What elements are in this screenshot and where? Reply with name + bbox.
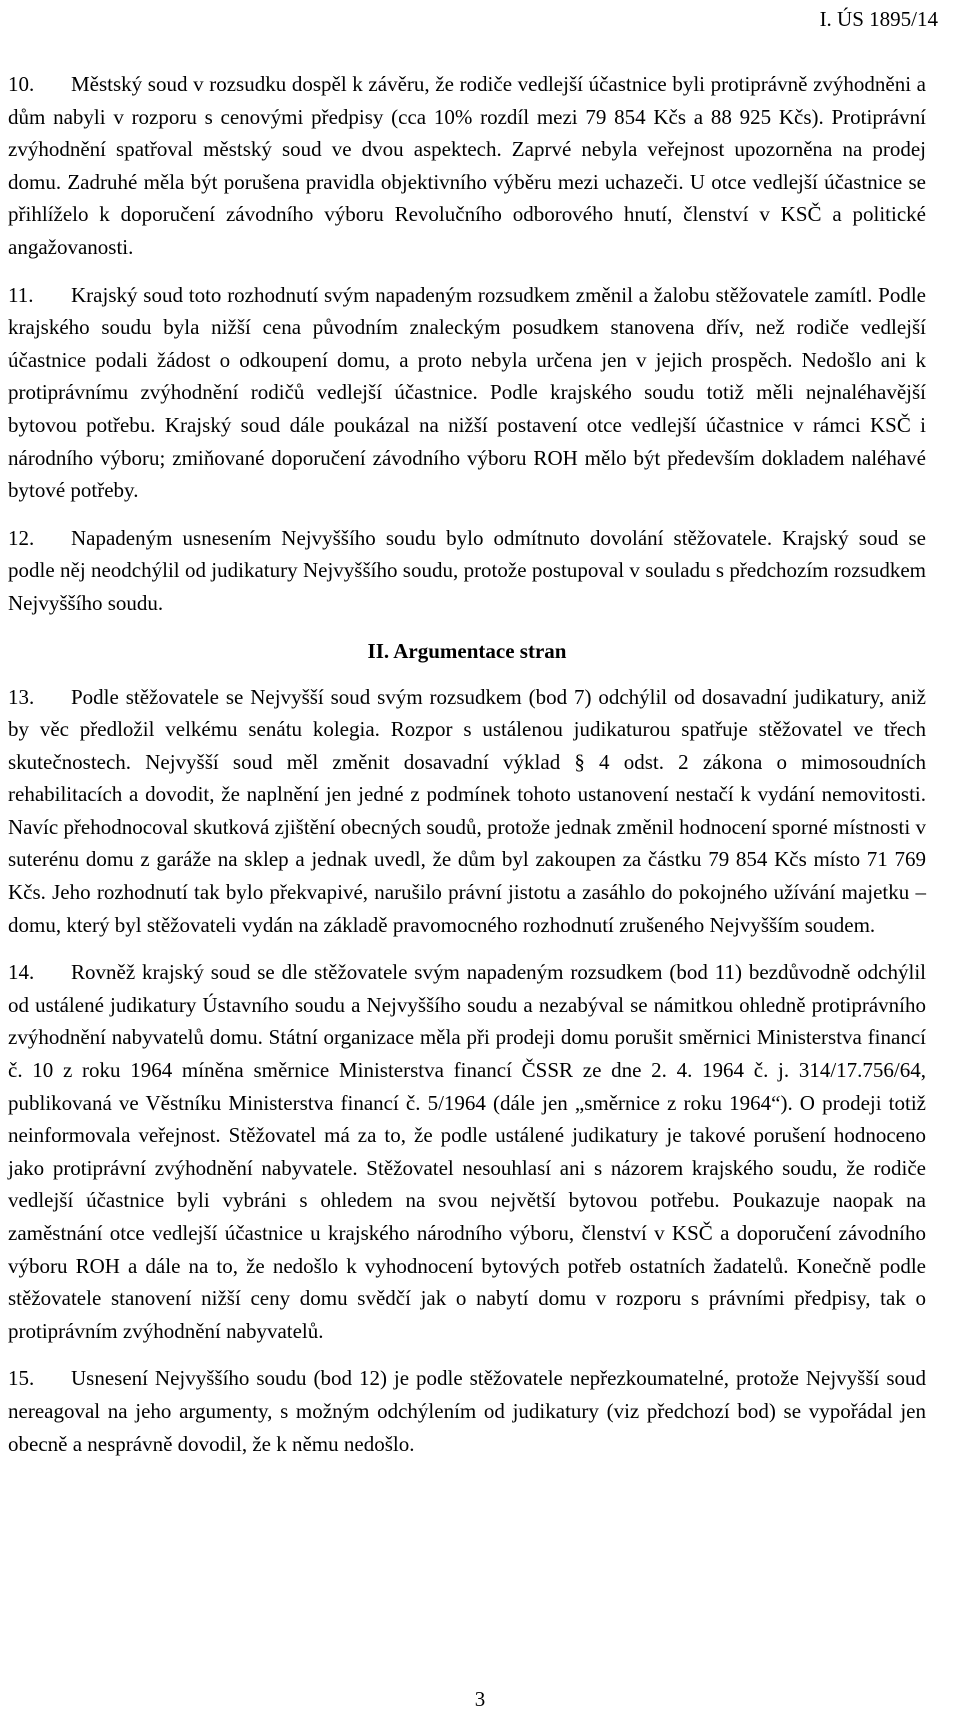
paragraph-15 [8, 1362, 926, 1460]
paragraph-number: 13. [8, 684, 35, 709]
paragraph-11 [8, 279, 926, 507]
paragraph-12 [8, 522, 926, 620]
case-number: I. ÚS 1895/14 [819, 7, 938, 31]
paragraph-14 [8, 956, 926, 1347]
paragraph-number: 12. [8, 525, 35, 550]
paragraph-number: 15. [8, 1366, 35, 1391]
paragraph-text: Krajský soud toto rozhodnutí svým napadeným rozsudkem změnil a žalobu stěžovatele zamítl. Podle krajského soudu byla nižší cena původním znaleckým posudkem stanovena dřív, než rodiče vedlejší účastnice podali žádost o odkoupení domu, a proto nebyla určena jen v jejich prospěch. Nedošlo ani k protiprávnímu zvýhodnění rodičů vedlejší účastnice. Podle krajského soudu totiž měli nejnaléhavější bytovou potřebu. Krajský soud dále poukázal na nižší postavení otce vedlejší účastnice v rámci KSČ i národního výboru; zmiňované doporučení závodního výboru ROH mělo být především dokladem naléhavé bytové potřeby. [8, 282, 926, 503]
paragraph-13 [8, 681, 926, 942]
paragraph-number: 14. [8, 960, 35, 985]
paragraph-number: 10. [8, 72, 35, 96]
paragraph-text: Napadeným usnesením Nejvyššího soudu bylo odmítnuto dovolání stěžovatele. Krajský soud se podle něj neodchýlil od judikatury Nejvyššího soudu, protože postupoval v souladu s předchozím rozsudkem Nejvyššího soudu. [8, 525, 926, 615]
document-body [8, 68, 926, 1475]
paragraph-number: 11. [8, 282, 34, 307]
paragraph-text: Usnesení Nejvyššího soudu (bod 12) je podle stěžovatele nepřezkoumatelné, protože Nejvyšší soud nereagoval na jeho argumenty, s možným odchýlením od judikatury (viz předchozí bod) se vypořádal jen obecně a nesprávně dovodil, že k němu nedošlo. [8, 1366, 926, 1456]
page-number: 3 [474, 1687, 486, 1711]
paragraph-text: Městský soud v rozsudku dospěl k závěru, že rodiče vedlejší účastnice byli protiprávně zvýhodněni a dům nabyli v rozporu s cenovými předpisy (cca 10% rozdíl mezi 79 854 Kčs a 88 925 Kčs). Protiprávní zvýhodnění spatřoval městský soud ve dvou aspektech. Zaprvé nebyla veřejnost upozorněna na prodej domu. Zadruhé měla být porušena pravidla objektivního výběru mezi uchazeči. U otce vedlejší účastnice se přihlíželo k doporučení závodního výboru Revolučního odborového hnutí, členství v KSČ a politické angažovanosti. [8, 72, 926, 259]
paragraph-10 [8, 68, 926, 264]
section-heading: II. Argumentace stran [367, 638, 567, 663]
paragraph-text: Podle stěžovatele se Nejvyšší soud svým rozsudkem (bod 7) odchýlil od dosavadní judikatury, aniž by věc předložil velkému senátu kolegia. Rozpor s ustálenou judikaturou spatřuje stěžovatel ve třech skutečnostech. Nejvyšší soud měl změnit dosavadní výklad § 4 odst. 2 zákona o mimosoudních rehabilitacích a dovodit, že naplnění jen jedné z podmínek tohoto ustanovení nestačí k vydání nemovitosti. Navíc přehodnocoval skutková zjištění obecných soudů, protože jednak změnil hodnocení sporné místnosti v suterénu domu z garáže na sklep a jednak uvedl, že dům byl zakoupen za částku 79 854 Kčs místo 71 769 Kčs. Jeho rozhodnutí tak bylo překvapivé, narušilo právní jistotu a zasáhlo do pokojného užívání majetku – domu, který byl stěžovateli vydán na základě pravomocného rozhodnutí zrušeného Nejvyšším soudem. [8, 684, 926, 937]
paragraph-text: Rovněž krajský soud se dle stěžovatele svým napadeným rozsudkem (bod 11) bezdůvodně odchýlil od ustálené judikatury Ústavního soudu a Nejvyššího soudu a nezabýval se námitkou ohledně protiprávního zvýhodnění nabyvatelů domu. Státní organizace měla při prodeji domu porušit směrnici Ministerstva financí č. 10 z roku 1964 míněna směrnice Ministerstva financí ČSSR ze dne 2. 4. 1964 č. j. 314/17.756/64, publikovaná ve Věstníku Ministerstva financí č. 5/1964 (dále jen „směrnice z roku 1964“). O prodeji totiž neinformovala veřejnost. Stěžovatel má za to, že podle ustálené judikatury je takové porušení hodnoceno jako protiprávní zvýhodnění nabyvatele. Stěžovatel nesouhlasí ani s názorem krajského soudu, že rodiče vedlejší účastnice byli vybráni s ohledem na svou největší bytovou potřebu. Poukazuje naopak na zaměstnání otce vedlejší účastnice u krajského národního výboru, členství v KSČ a doporučení závodního výboru ROH a dále na to, že nedošlo k vyhodnocení bytových potřeb ostatních žadatelů. Konečně podle stěžovatele stanovení nižší ceny domu svědčí jak o nabytí domu v rozporu s právními předpisy, tak o protiprávním zvýhodnění nabyvatelů. [8, 960, 926, 1343]
